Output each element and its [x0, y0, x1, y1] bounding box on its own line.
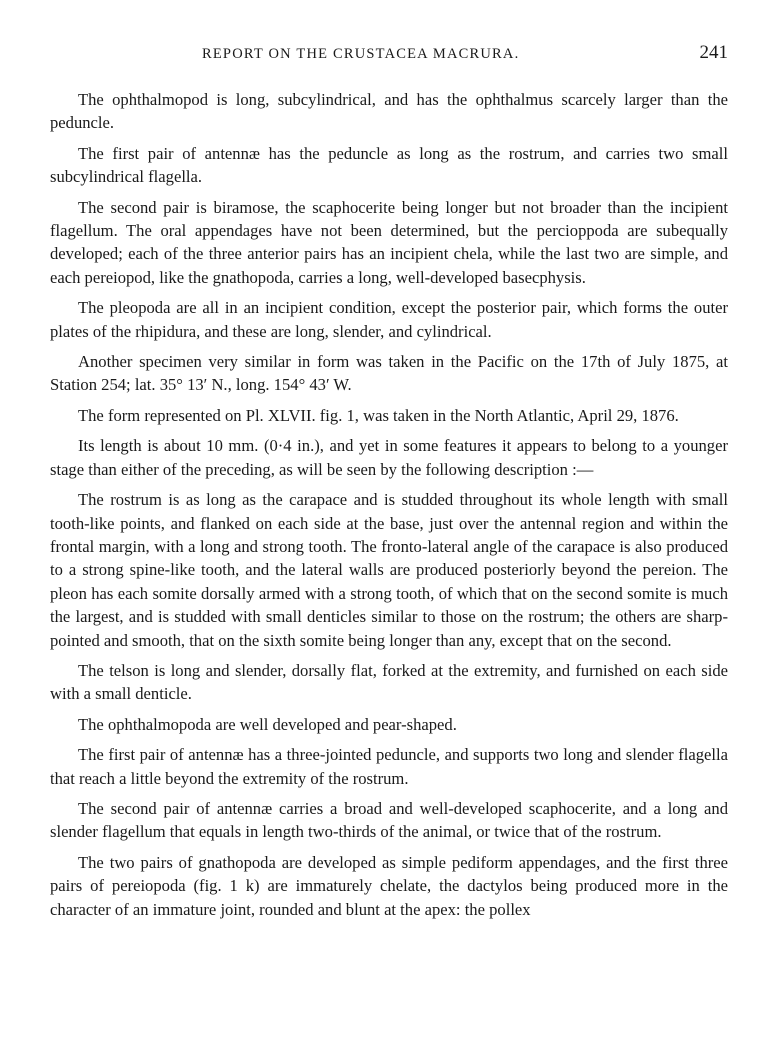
paragraph-rostrum: The rostrum is as long as the carapace and is studded throughout its whole length with small tooth-like points, and flanked on each side at the base, just over the antennal region and within the frontal margin, with a long and strong tooth. The fronto-lateral angle of the carapace is also produced to a strong spine-like tooth, and the lateral walls are produced posteriorly beyond the pereion. The pleon has each somite dorsally armed with a strong tooth, of which that on the second somite is much the largest, and is studded with small denticles similar to those on the rostrum; the others are sharp-pointed and smooth, that on the sixth somite being longer than any, except that on the second. [50, 490, 728, 650]
body-text [50, 88, 728, 928]
paragraph-another-specimen: Another specimen very similar in form was taken in the Pacific on the 17th of July 1875, at Station 254; lat. 35° 13′ N., long. 154° 43′ W. [50, 352, 728, 395]
page-number: 241 [699, 42, 728, 63]
paragraph-ophthalmopod: The ophthalmopod is long, subcylindrical, and has the ophthalmus scarcely larger than the peduncle. [50, 90, 728, 133]
paragraph-second-pair-antennae: The second pair of antennæ carries a broad and well-developed scaphocerite, and a long and slender flagellum that equals in length two-thirds of the animal, or twice that of the rostrum. [50, 798, 728, 842]
paragraph-telson: The telson is long and slender, dorsally flat, forked at the extremity, and furnished on each side with a small denticle. [50, 660, 728, 704]
paragraph-length: Its length is about 10 mm. (0·4 in.), and yet in some features it appears to belong to a younger stage than either of the preceding, as will be seen by the following description :— [50, 436, 728, 479]
paragraph-pleopoda: The pleopoda are all in an incipient condition, except the posterior pair, which forms the outer plates of the rhipidura, and these are long, slender, and cylindrical. [50, 298, 728, 341]
paragraph-form-represented: The form represented on Pl. XLVII. fig. 1, was taken in the North Atlantic, April 29, 1876. [78, 405, 679, 425]
paragraph-gnathopoda: The two pairs of gnathopoda are developed as simple pediform appendages, and the first three pairs of pereiopoda (fig. 1 k) are immaturely chelate, the dactylos being produced more in the character of an immature joint, rounded and blunt at the apex: the pollex [50, 852, 728, 919]
paragraph-second-pair: The second pair is biramose, the scaphocerite being longer but not broader than the incipient flagellum. The oral appendages have not been determined, but the percioppoda are subequally developed; each of the three anterior pairs has an incipient chela, while the last two are simple, and each pereiopod, like the gnathopoda, carries a long, well-developed basecphysis. [50, 197, 728, 287]
paragraph-ophthalmopoda: The ophthalmopoda are well developed and pear-shaped. [78, 714, 457, 734]
running-title: REPORT ON THE CRUSTACEA MACRURA. [202, 46, 520, 62]
paragraph-first-antennae: The first pair of antennæ has the peduncle as long as the rostrum, and carries two small subcylindrical flagella. [50, 143, 728, 187]
page-header [52, 40, 728, 70]
paragraph-first-pair-antennae: The first pair of antennæ has a three-jointed peduncle, and supports two long and slender flagella that reach a little beyond the extremity of the rostrum. [50, 745, 728, 788]
